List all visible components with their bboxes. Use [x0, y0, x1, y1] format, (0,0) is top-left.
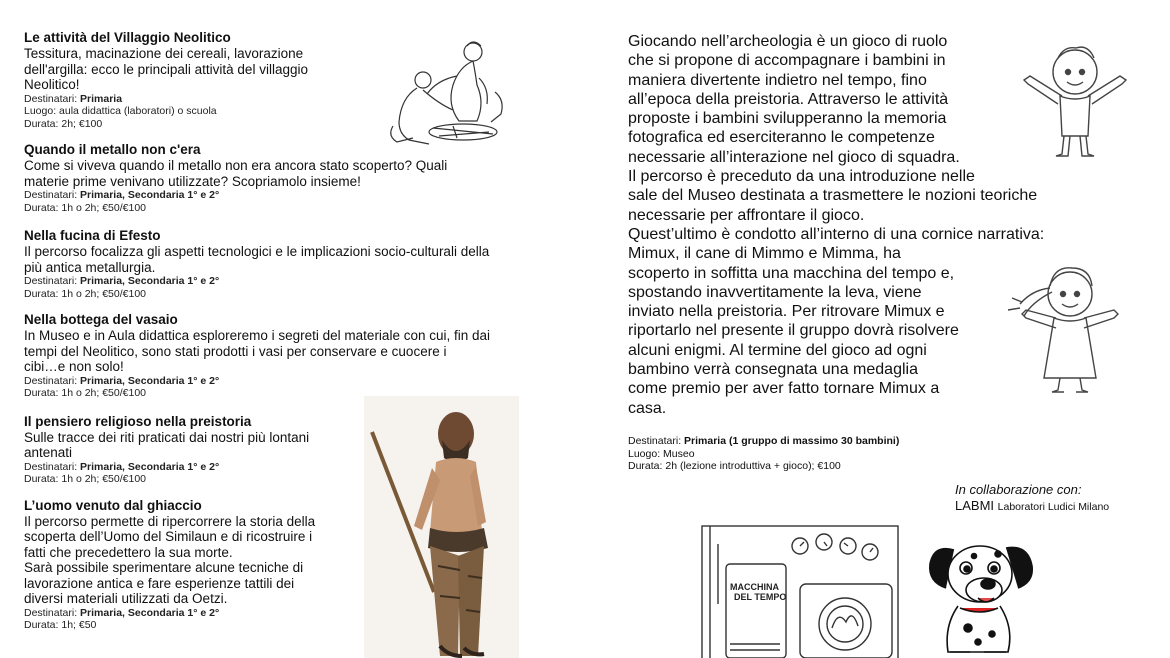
activity-description: Il percorso permette di ripercorrere la storia della scoperta dell’Uomo del Similaun e di ricostruire i fatti che precedettero la sua morte. Sarà possibile sperimentare alcune tecniche di lavorazione antica e fare esperienze tattili dei diversi materiali utilizzati da Oetzi. [24, 513, 316, 606]
activity-metallo [24, 142, 524, 214]
activity-target: Destinatari: Primaria, Secondaria 1° e 2° [24, 606, 220, 619]
activity-target: Destinatari: Primaria, Secondaria 1° e 2° [24, 460, 220, 473]
activity-vasaio [24, 312, 524, 400]
otzi-reconstruction-photo [364, 396, 519, 658]
game-duration: Durata: 2h (lezione introduttiva + gioco); €100 [628, 460, 841, 472]
activity-duration: Durata: 2h; €100 [24, 117, 103, 130]
activity-description: Sulle tracce dei riti praticati dai nostri più lontani antenati [24, 429, 310, 460]
machine-sign-line1: MACCHINA [730, 582, 779, 592]
collab-label: In collaborazione con: [955, 482, 1082, 497]
activity-title: Nella bottega del vasaio [24, 312, 178, 327]
activity-target: Destinatari: Primaria [24, 92, 123, 105]
activity-place: Luogo: aula didattica (laboratori) o scuola [24, 105, 217, 117]
activity-description: Come si viveva quando il metallo non era ancora stato scoperto? Quali materie prime venivano utilizzate? Scopriamolo insieme! [24, 158, 448, 189]
activity-efesto [24, 228, 524, 300]
boy-cartoon [1020, 38, 1130, 163]
neolithic-workers-sketch [383, 36, 523, 148]
girl-cartoon [1000, 258, 1130, 398]
game-info [628, 435, 899, 473]
activity-title: Nella fucina di Efesto [24, 228, 161, 243]
machine-sign-line2: DEL TEMPO [734, 592, 787, 602]
collab-name: LABMI Laboratori Ludici Milano [955, 498, 1110, 513]
activity-duration: Durata: 1h o 2h; €50/€100 [24, 287, 147, 300]
game-place: Luogo: Museo [628, 447, 695, 460]
activity-title: Il pensiero religioso nella preistoria [24, 413, 252, 429]
activity-title: Quando il metallo non c'era [24, 142, 201, 157]
activity-duration: Durata: 1h o 2h; €50/€100 [24, 201, 147, 214]
activity-title: Le attività del Villaggio Neolitico [24, 30, 231, 45]
game-story: Giocando nell’archeologia è un gioco di ruolo che si propone di accompagnare i bambini in maniera divertente indietro nel tempo, fino all’epoca della preistoria. Attraverso le attività proposte i bambini svilupperanno la memoria fotografica ed eserciteranno le competenze necessarie all’interazione nel gioco di squadra. Il percorso è preceduto da una introduzione nelle sale del Museo destinata a trasmettere le nozioni teoriche necessarie per affrontare il gioco. Quest’ultimo è condotto all’interno di una cornice narrativa: Mimux, il cane di Mimmo e Mimma, ha scoperto in soffitta una macchina del tempo e, spostando inavvertitamente la leva, viene inviato nella preistoria. Per ritrovare Mimux e riportarlo nel presente il gruppo dovrà risolvere alcuni enigmi. Al termine del gioco ad ogni bambino verrà consegnata una medaglia come premio per aver fatto tornare Mimux a casa. [628, 33, 1045, 417]
dalmatian-puppy-cartoon [914, 530, 1044, 658]
activity-duration: Durata: 1h o 2h; €50/€100 [24, 473, 147, 485]
activity-target: Destinatari: Primaria, Secondaria 1° e 2° [24, 189, 220, 201]
collaboration [955, 482, 1109, 515]
activity-description: Il percorso focalizza gli aspetti tecnologici e le implicazioni socio-culturali della più antica metallurgia. [24, 244, 490, 275]
activity-description: In Museo e in Aula didattica esploreremo i segreti del materiale con cui, fin dai tempi del Neolitico, sono stati prodotti i vasi per conservare e cuocere i cibi…e non solo! [24, 328, 491, 374]
activity-description: Tessitura, macinazione dei cereali, lavorazione dell'argilla: ecco le principali attività del villaggio Neolitico! [24, 46, 308, 92]
activity-target: Destinatari: Primaria, Secondaria 1° e 2° [24, 275, 220, 287]
activity-target: Destinatari: Primaria, Secondaria 1° e 2° [24, 374, 220, 387]
activity-title: L’uomo venuto dal ghiaccio [24, 497, 202, 513]
activity-duration: Durata: 1h o 2h; €50/€100 [24, 387, 147, 399]
activity-duration: Durata: 1h; €50 [24, 619, 97, 631]
game-target: Destinatari: Primaria (1 gruppo di massimo 30 bambini) [628, 435, 900, 447]
time-machine-cartoon [700, 524, 900, 658]
